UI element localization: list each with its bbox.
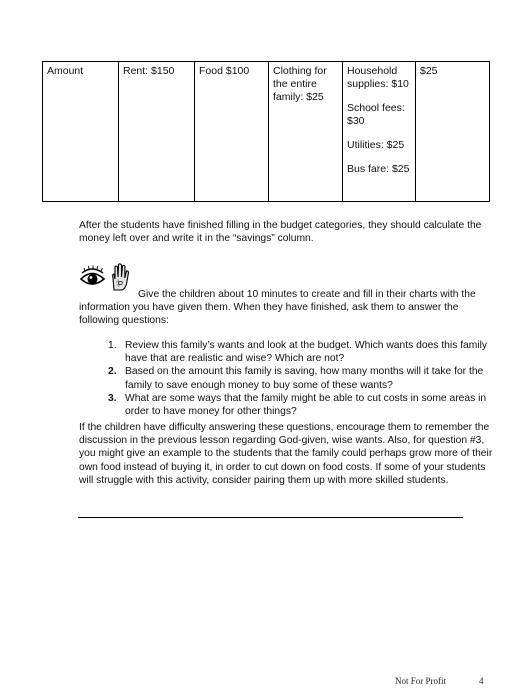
question-list	[108, 339, 500, 418]
school-fees-line: School fees:	[347, 102, 405, 114]
bus-fare-value: Bus fare: $25	[347, 163, 410, 175]
table-cell-savings	[416, 62, 490, 202]
table-cell-clothing	[269, 62, 343, 202]
question-number: 2.	[108, 366, 117, 378]
question-number: 1.	[108, 340, 117, 351]
clothing-line: Clothing for	[273, 65, 327, 77]
question-text: What are some ways that the family might be able to cut costs in some areas in order to have money for other things?	[125, 392, 487, 418]
page-number: 4	[479, 676, 484, 686]
timing-paragraph	[79, 288, 499, 328]
list-item	[108, 365, 500, 391]
household-line: Household	[347, 65, 398, 77]
table-cell-rent	[119, 62, 195, 202]
guidance-paragraph: If the children have difficulty answering these questions, encourage them to remember the discussion in the previous lesson regarding God-given, wise wants. Also, for question #3, you might give an example to the students that the family could perhaps grow more of their own food instead of buying it, in order to cut down on food costs. If some of your students will struggle with this activity, consider pairing them up with more skilled students.	[79, 422, 493, 486]
utilities-value: Utilities: $25	[347, 139, 405, 151]
hand-icon	[113, 264, 129, 290]
clothing-line: the entire	[273, 78, 317, 90]
table-cell-food	[195, 62, 269, 202]
rent-value: Rent: $150	[123, 65, 175, 77]
horizontal-rule	[78, 517, 463, 518]
clothing-line: family: $25	[273, 91, 324, 103]
amount-label: Amount	[47, 65, 84, 77]
savings-value: $25	[420, 65, 438, 77]
list-item	[108, 392, 500, 418]
table-cell-amount	[43, 62, 119, 202]
household-line: supplies: $10	[347, 78, 409, 90]
school-fees-line: $30	[347, 115, 365, 127]
table-row	[43, 62, 490, 202]
list-item	[108, 339, 500, 365]
footer-notice: Not For Profit	[395, 676, 447, 686]
question-text: Review this family’s wants and look at the budget. Which wants does this family have that are realistic and wise? Which are not?	[125, 340, 488, 365]
eye-icon	[81, 266, 104, 285]
question-text: Based on the amount this family is saving, how many months will it take for the family to save enough money to buy some of these wants?	[125, 366, 484, 391]
table-cell-household	[343, 62, 416, 202]
timing-paragraph-line-1: Give the children about 10 minutes to create and fill in their charts with the	[138, 289, 476, 300]
budget-table	[42, 61, 490, 202]
question-number: 3.	[108, 392, 117, 404]
instruction-paragraph: After the students have finished filling in the budget categories, they should calculate the money left over and write it in the “savings” column.	[79, 220, 482, 245]
timing-paragraph-rest: information you have given them. When they have finished, ask them to answer the following questions:	[79, 302, 459, 327]
food-value: Food $100	[199, 65, 250, 77]
